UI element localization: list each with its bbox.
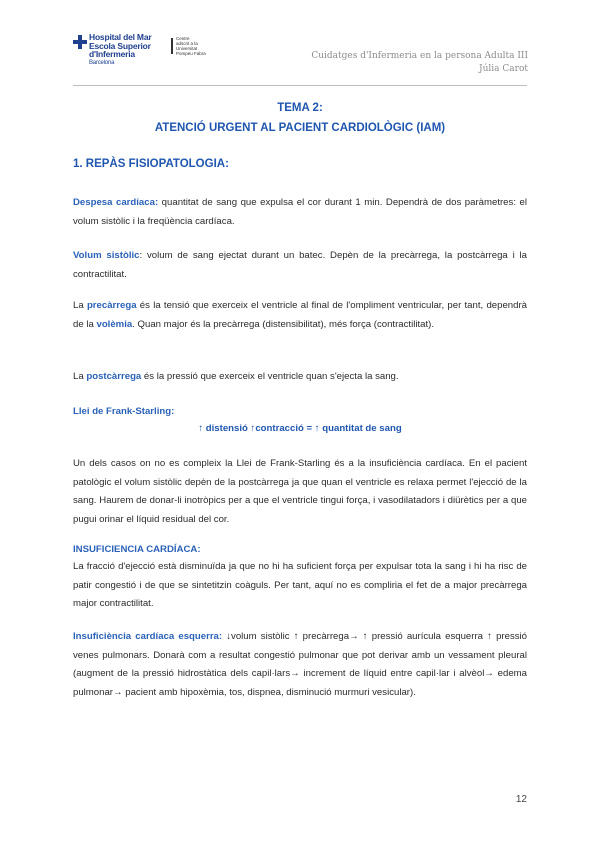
header-divider xyxy=(73,85,527,86)
term-volum: Volum sistòlic xyxy=(73,250,140,261)
paragraph-volum xyxy=(73,247,527,284)
term-esquerra: Insuficiència cardíaca esquerra: xyxy=(73,631,223,642)
insuf-heading-text: INSUFICIENCIA CARDÍACA: xyxy=(73,544,201,555)
upf-line2: adscrit a la xyxy=(176,41,198,46)
text-post2: és la pressió que exerceix el ventricle quan s'ejecta la sang. xyxy=(141,371,399,382)
upf-text xyxy=(176,36,206,56)
paragraph-precarrega xyxy=(73,297,527,334)
text-mid: és la tensió que exerceix el ventricle al final de l'ompliment ventricular, per tant, dependrà de la xyxy=(73,300,527,330)
logo-line2: Escola Superior xyxy=(89,40,151,51)
text-volum: : volum de sang ejectat durant un batec. Depèn de la precàrrega, la postcàrrega i la contractilitat. xyxy=(73,250,527,280)
logo-city: Barcelona xyxy=(89,59,115,66)
logo-line3: d'Infermeria xyxy=(89,49,135,59)
section-heading: 1. REPÀS FISIOPATOLOGIA: xyxy=(73,158,229,170)
topic-title: ATENCIÓ URGENT AL PACIENT CARDIOLÒGIC (IAM) xyxy=(154,122,446,134)
upf-logo xyxy=(171,36,211,58)
frank-starling-heading xyxy=(73,403,527,422)
text-esquerra: ↓volum sistòlic ↑ precàrrega→ ↑ pressió aurícula esquerra ↑ pressió venes pulmonars. Donarà com a resultat congestió pulmonar que pot derivar amb un vessament pleural (augment de la pressió hidrostàtica dels capil·lars→ increment de líquid entre capil·lar i alvèol→ edema pulmonar→ pacient amb hipoxèmia, tos, dispnea, disminució murmuri vesicular). xyxy=(73,631,528,698)
logo-text xyxy=(89,33,151,67)
cross-icon xyxy=(73,35,87,49)
course-title: Cuidatges d'Infermeria en la persona Adulta III xyxy=(311,51,528,61)
logo-line1: Hospital del Mar xyxy=(89,32,152,42)
term-postcarrega: postcàrrega xyxy=(86,371,142,382)
text-despesa: quantitat de sang que expulsa el cor durant 1 min. Dependrà de dos paràmetres: el volum sistòlic i la freqüència cardíaca. xyxy=(73,197,527,227)
paragraph-insuficiencia: La fracció d'ejecció està disminuïda ja que no hi ha suficient força per expulsar tota la sang i hi ha risc de patir congestió i de que se sintetitzin coàguls. Per tant, aquí no es compliria el fet de a major precàrrega major contractilitat. xyxy=(73,561,527,609)
header-info xyxy=(311,50,528,76)
paragraph-despesa xyxy=(73,194,527,231)
paragraph-esquerra xyxy=(73,628,527,702)
page-number: 12 xyxy=(515,794,527,805)
term-volemia: volèmia xyxy=(96,318,133,330)
upf-line4: Pompeu Fabra xyxy=(176,51,206,56)
upf-bar xyxy=(171,38,173,54)
paragraph-postcarrega xyxy=(73,368,527,387)
frank-heading-text: Llei de Frank-Starling: xyxy=(73,406,175,417)
topic-number: TEMA 2: xyxy=(277,102,323,114)
upf-line3: Universitat xyxy=(176,46,198,51)
upf-line1: Centre xyxy=(176,36,190,41)
term-despesa: Despesa cardíaca: xyxy=(73,197,159,208)
frank-starling-formula: ↑ distensió ↑contracció = ↑ quantitat de sang xyxy=(198,423,402,434)
term-precarrega: precàrrega xyxy=(86,300,137,311)
text-post: . Quan major és la precàrrega (distensibilitat), més força (contractilitat). xyxy=(132,318,435,330)
insuficiencia-heading xyxy=(73,541,527,560)
text-pre2: La xyxy=(73,371,87,382)
hospital-del-mar-logo xyxy=(73,33,173,73)
text-pre: La xyxy=(73,300,87,311)
author-name: Júlia Carot xyxy=(479,64,528,74)
paragraph-frank: Un dels casos on no es compleix la Llei de Frank-Starling és a la insuficiència cardíaca. En el pacient patològic el volum sistòlic depèn de la postcàrrega ja que quan el ventricle es relaxa permet l'ejecció de la sang. Haurem de donar-li inotròpics per a que el ventricle tingui força, i vasodilatadors i diürètics per a que pugui orinar el líquid residual del cor. xyxy=(73,458,527,525)
